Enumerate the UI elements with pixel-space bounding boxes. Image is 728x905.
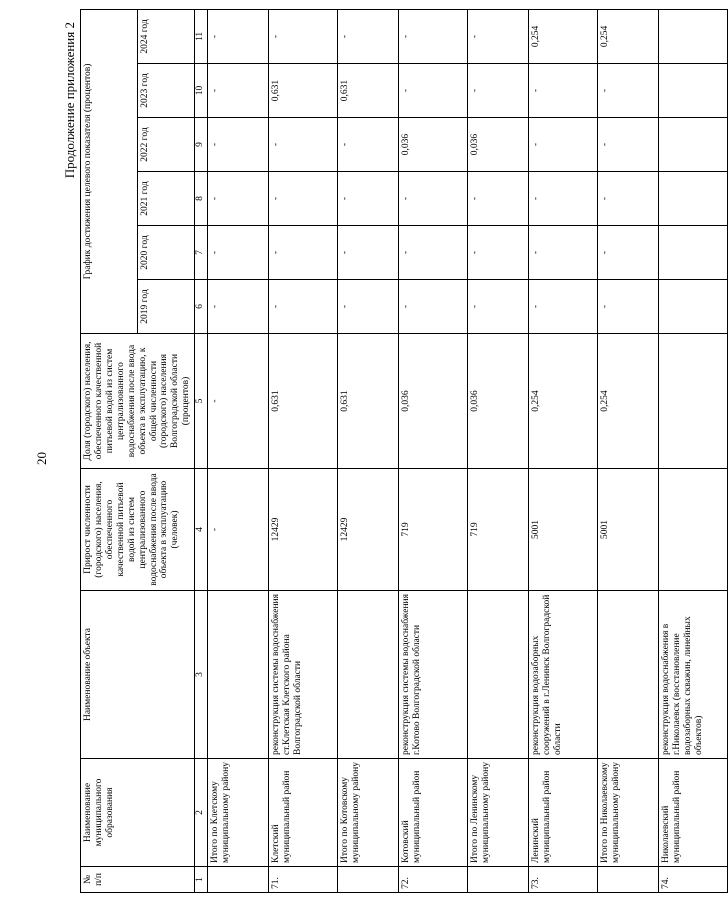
cell-share: 0,254: [529, 334, 598, 469]
cell-year-value: -: [399, 9, 468, 63]
header-growth: Прирост численности (городского) населения, обеспеченного качественной питьевой водой из систем централизованного водоснабжения после ввода объекта в эксплуатацию (человек): [81, 469, 195, 591]
cell-year-value: [659, 118, 728, 172]
cell-no: [598, 867, 659, 893]
cell-share: 0,254: [598, 334, 659, 469]
header-municipality: Наименование муниципального образования: [81, 759, 195, 867]
cell-no: 73.: [529, 867, 598, 893]
cell-growth: -: [208, 469, 269, 591]
cell-year-value: -: [598, 64, 659, 118]
cell-year-value: -: [338, 118, 399, 172]
cell-no: [338, 867, 399, 893]
cell-year-value: -: [529, 172, 598, 226]
cell-no: [208, 867, 269, 893]
cell-year-value: -: [598, 280, 659, 334]
cell-year-value: -: [399, 226, 468, 280]
column-number: 5: [195, 334, 208, 469]
cell-year-value: 0,631: [338, 64, 399, 118]
object-row: [269, 9, 338, 892]
column-number: 7: [195, 226, 208, 280]
cell-year-value: -: [338, 9, 399, 63]
cell-growth: 5001: [598, 469, 659, 591]
cell-no: 71.: [269, 867, 338, 893]
cell-year-value: -: [529, 280, 598, 334]
target-indicator-table: [80, 9, 728, 893]
cell-year-value: -: [208, 226, 269, 280]
cell-object: реконструкция системы водоснабжения г.Котово Волгоградской области: [399, 591, 468, 759]
header-share: Доля (городского) населения, обеспеченного качественной питьевой водой из систем централизованного водоснабжения после ввода объекта в эксплуатацию, к общей численности (городского) населения Волгоградской области (процентов): [81, 334, 195, 469]
cell-municipality: Итого по Ленинскому муниципальному району: [468, 759, 529, 867]
cell-year-value: -: [468, 64, 529, 118]
header-object: Наименование объекта: [81, 591, 195, 759]
cell-year-value: 0,631: [269, 64, 338, 118]
cell-year-value: 0,036: [399, 118, 468, 172]
cell-year-value: -: [269, 226, 338, 280]
cell-year-value: -: [529, 118, 598, 172]
cell-object: реконструкция водоснабжения в г.Николаевск (восстановление водозаборных скважин, линейных объектов): [659, 591, 728, 759]
cell-no: 72.: [399, 867, 468, 893]
cell-year-value: -: [208, 64, 269, 118]
cell-growth: [659, 469, 728, 591]
cell-year-value: 0,254: [598, 9, 659, 63]
header-row: [81, 9, 138, 892]
cell-year-value: -: [399, 280, 468, 334]
column-numbers-row: [195, 9, 208, 892]
cell-municipality: Итого по Клетскому муниципальному району: [208, 759, 269, 867]
cell-object: реконструкция водозаборных сооружений в г.Ленинск Волгоградской области: [529, 591, 598, 759]
cell-year-value: -: [529, 226, 598, 280]
object-row: [659, 9, 728, 892]
cell-year-value: -: [208, 9, 269, 63]
cell-year-value: [659, 172, 728, 226]
cell-year-value: -: [598, 226, 659, 280]
page-number: 20: [34, 452, 49, 465]
cell-year-value: 0,254: [529, 9, 598, 63]
continuation-title: Продолжение приложения 2: [62, 22, 77, 179]
cell-year-value: -: [269, 118, 338, 172]
cell-object: [468, 591, 529, 759]
subtotal-row: [598, 9, 659, 892]
subtotal-row: [338, 9, 399, 892]
cell-year-value: -: [208, 118, 269, 172]
subtotal-row: [468, 9, 529, 892]
column-number: 9: [195, 118, 208, 172]
cell-year-value: -: [338, 172, 399, 226]
cell-year-value: -: [399, 64, 468, 118]
header-year: 2022 год: [138, 118, 195, 172]
cell-municipality: Ленинский муниципальный район: [529, 759, 598, 867]
header-year: 2023 год: [138, 64, 195, 118]
cell-share: 0,036: [468, 334, 529, 469]
cell-no: [468, 867, 529, 893]
cell-year-value: [659, 226, 728, 280]
cell-object: [598, 591, 659, 759]
cell-year-value: -: [269, 172, 338, 226]
cell-growth: 12429: [269, 469, 338, 591]
cell-year-value: -: [338, 226, 399, 280]
cell-municipality: Котовский муниципальный район: [399, 759, 468, 867]
subtotal-row: [208, 9, 269, 892]
cell-municipality: Итого по Котовскому муниципальному району: [338, 759, 399, 867]
cell-year-value: -: [269, 280, 338, 334]
cell-growth: 12429: [338, 469, 399, 591]
column-number: 6: [195, 280, 208, 334]
cell-no: 74.: [659, 867, 728, 893]
column-number: 4: [195, 469, 208, 591]
cell-growth: 719: [468, 469, 529, 591]
column-number: 1: [195, 867, 208, 893]
column-number: 2: [195, 759, 208, 867]
cell-municipality: Николаевский муниципальный район: [659, 759, 728, 867]
cell-year-value: -: [529, 64, 598, 118]
header-year: 2019 год: [138, 280, 195, 334]
cell-municipality: Клетский муниципальный район: [269, 759, 338, 867]
cell-share: 0,036: [399, 334, 468, 469]
cell-year-value: -: [468, 280, 529, 334]
cell-year-value: -: [208, 280, 269, 334]
cell-year-value: -: [468, 172, 529, 226]
cell-year-value: 0,036: [468, 118, 529, 172]
cell-share: 0,631: [269, 334, 338, 469]
header-no: № п/п: [81, 867, 195, 893]
header-year: 2021 год: [138, 172, 195, 226]
object-row: [529, 9, 598, 892]
cell-year-value: -: [598, 118, 659, 172]
column-number: 3: [195, 591, 208, 759]
cell-growth: 5001: [529, 469, 598, 591]
column-number: 11: [195, 9, 208, 63]
cell-share: 0,631: [338, 334, 399, 469]
cell-municipality: Итого по Николаевскому муниципальному району: [598, 759, 659, 867]
header-schedule: График достижения целевого показателя (процентов): [81, 9, 138, 333]
cell-year-value: -: [338, 280, 399, 334]
object-row: [399, 9, 468, 892]
cell-year-value: [659, 64, 728, 118]
cell-year-value: -: [468, 226, 529, 280]
column-number: 8: [195, 172, 208, 226]
cell-object: [208, 591, 269, 759]
cell-year-value: [659, 9, 728, 63]
cell-year-value: -: [269, 9, 338, 63]
cell-year-value: -: [598, 172, 659, 226]
column-number: 10: [195, 64, 208, 118]
cell-share: [659, 334, 728, 469]
cell-year-value: -: [468, 9, 529, 63]
cell-share: -: [208, 334, 269, 469]
table-body: [208, 9, 728, 892]
header-year: 2024 год: [138, 9, 195, 63]
cell-object: [338, 591, 399, 759]
header-year: 2020 год: [138, 226, 195, 280]
cell-year-value: [659, 280, 728, 334]
cell-growth: 719: [399, 469, 468, 591]
cell-object: реконструкция системы водоснабжения ст.Клетская Клетского района Волгоградской области: [269, 591, 338, 759]
cell-year-value: -: [208, 172, 269, 226]
cell-year-value: -: [399, 172, 468, 226]
